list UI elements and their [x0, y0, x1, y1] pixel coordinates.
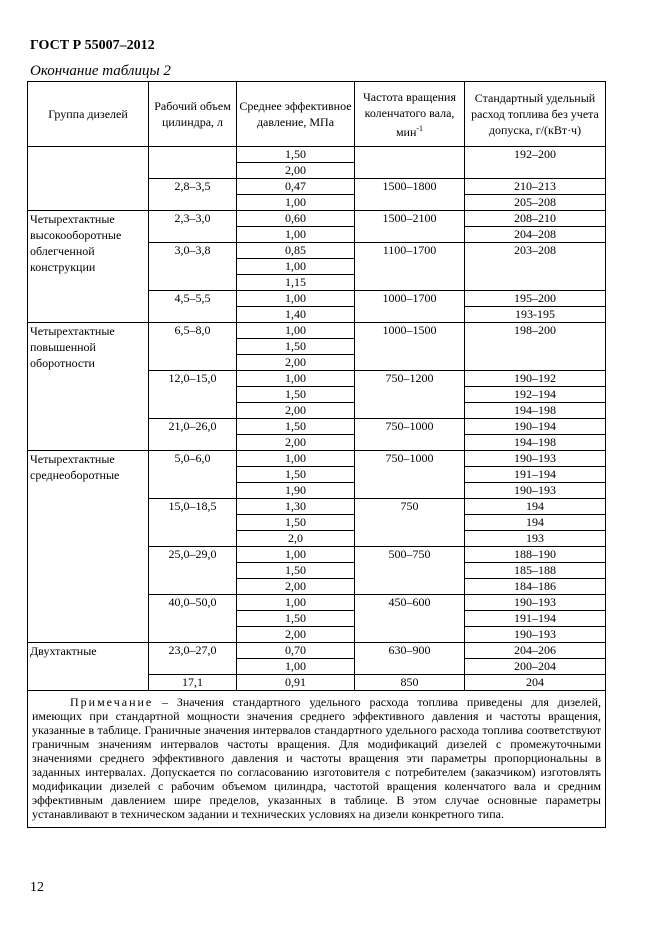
- table-row: [28, 323, 606, 339]
- frequency-cell: 450–600: [355, 595, 465, 643]
- frequency-cell: 1100–1700: [355, 243, 465, 291]
- pressure-cell: 2,00: [237, 435, 355, 451]
- pressure-cell: 1,15: [237, 275, 355, 291]
- consumption-cell: 194–198: [465, 435, 606, 451]
- pressure-cell: 2,00: [237, 579, 355, 595]
- consumption-cell: 194: [465, 499, 606, 515]
- pressure-cell: 1,90: [237, 483, 355, 499]
- consumption-cell: 190–193: [465, 627, 606, 643]
- fuel-consumption-table: [27, 81, 606, 828]
- note-label: Примечание: [70, 695, 154, 709]
- pressure-cell: 1,50: [237, 147, 355, 163]
- frequency-cell: 750–1000: [355, 451, 465, 499]
- consumption-cell: 194–198: [465, 403, 606, 419]
- consumption-cell: 190–194: [465, 419, 606, 435]
- consumption-cell: 205–208: [465, 195, 606, 211]
- group-cell: Двухтактные: [28, 643, 149, 691]
- frequency-cell: 1500–1800: [355, 179, 465, 211]
- consumption-cell: 184–186: [465, 579, 606, 595]
- pressure-cell: 1,40: [237, 307, 355, 323]
- volume-cell: 5,0–6,0: [149, 451, 237, 499]
- volume-cell: 25,0–29,0: [149, 547, 237, 595]
- frequency-cell: 500–750: [355, 547, 465, 595]
- pressure-cell: 2,00: [237, 355, 355, 371]
- pressure-cell: 2,0: [237, 531, 355, 547]
- pressure-cell: 0,60: [237, 211, 355, 227]
- document-header: ГОСТ Р 55007–2012: [30, 38, 155, 53]
- table-row: [28, 451, 606, 467]
- pressure-cell: 1,50: [237, 339, 355, 355]
- pressure-cell: 1,00: [237, 227, 355, 243]
- pressure-cell: 1,50: [237, 515, 355, 531]
- consumption-cell: 204–206: [465, 643, 606, 659]
- consumption-cell: 192–200: [465, 147, 606, 179]
- consumption-cell: 198–200: [465, 323, 606, 371]
- frequency-cell: 630–900: [355, 643, 465, 675]
- group-cell: Четырехтактные среднеоборотные: [28, 451, 149, 643]
- volume-cell: 2,3–3,0: [149, 211, 237, 243]
- note-text: – Значения стандартного удельного расхода топлива приведены для дизелей, имеющих при стандартной мощности значения среднего эффективного давления и частоты вращения, указанные в таблице. Граничные значения интервалов стандартного удельного расхода топлива соответствуют граничным значениям интервалов частоты вращения. Для модификаций дизелей с промежуточными значениями среднего эффективного давления и частоты вращения эти параметры пропорциональны в заданных интервалах. Допускается по согласованию изготовителя с потребителем (заказчиком) изготовлять модификации дизелей с рабочим объемом цилиндра, частотой вращения коленчатого вала и средним эффективным давлением шире пределов, указанных в таблице. В этом случае основные параметры устанавливают в техническом задании и технических условиях на дизели конкретного типа.: [32, 695, 601, 821]
- pressure-cell: 1,50: [237, 387, 355, 403]
- pressure-cell: 1,00: [237, 595, 355, 611]
- consumption-cell: 203–208: [465, 243, 606, 291]
- header-pressure: Среднее эффективное давление, МПа: [237, 82, 355, 147]
- consumption-cell: 210–213: [465, 179, 606, 195]
- consumption-cell: 185–188: [465, 563, 606, 579]
- pressure-cell: 0,85: [237, 243, 355, 259]
- frequency-cell: 750: [355, 499, 465, 547]
- pressure-cell: 2,00: [237, 163, 355, 179]
- consumption-cell: 191–194: [465, 611, 606, 627]
- volume-cell: 17,1: [149, 675, 237, 691]
- group-cell: Четырехтактные повышенной оборотности: [28, 323, 149, 451]
- frequency-cell: 850: [355, 675, 465, 691]
- table-row: [28, 211, 606, 227]
- consumption-cell: 190–192: [465, 371, 606, 387]
- pressure-cell: 1,00: [237, 323, 355, 339]
- table-header-row: [28, 82, 606, 147]
- pressure-cell: 1,00: [237, 451, 355, 467]
- pressure-cell: 2,00: [237, 403, 355, 419]
- group-cell-continued: [28, 147, 149, 211]
- pressure-cell: 1,00: [237, 659, 355, 675]
- table-row: [28, 643, 606, 659]
- frequency-cell: [355, 147, 465, 179]
- pressure-cell: 0,47: [237, 179, 355, 195]
- volume-cell: 23,0–27,0: [149, 643, 237, 675]
- consumption-cell: 195–200: [465, 291, 606, 307]
- pressure-cell: 0,91: [237, 675, 355, 691]
- frequency-cell: 750–1200: [355, 371, 465, 419]
- pressure-cell: 1,50: [237, 563, 355, 579]
- volume-cell: 15,0–18,5: [149, 499, 237, 547]
- volume-cell: 4,5–5,5: [149, 291, 237, 323]
- volume-cell: [149, 147, 237, 179]
- header-consumption: Стандартный удельный расход топлива без учета допуска, г/(кВт·ч): [465, 82, 606, 147]
- pressure-cell: 1,00: [237, 195, 355, 211]
- consumption-cell: 188–190: [465, 547, 606, 563]
- pressure-cell: 1,30: [237, 499, 355, 515]
- pressure-cell: 1,50: [237, 467, 355, 483]
- consumption-cell: 204: [465, 675, 606, 691]
- page-number: 12: [30, 880, 44, 895]
- header-group: Группа дизелей: [28, 82, 149, 147]
- pressure-cell: 1,00: [237, 291, 355, 307]
- volume-cell: 6,5–8,0: [149, 323, 237, 371]
- consumption-cell: 204–208: [465, 227, 606, 243]
- pressure-cell: 1,00: [237, 259, 355, 275]
- pressure-cell: 2,00: [237, 627, 355, 643]
- volume-cell: 21,0–26,0: [149, 419, 237, 451]
- pressure-cell: 1,00: [237, 371, 355, 387]
- consumption-cell: 193: [465, 531, 606, 547]
- volume-cell: 12,0–15,0: [149, 371, 237, 419]
- consumption-cell: 193-195: [465, 307, 606, 323]
- consumption-cell: 208–210: [465, 211, 606, 227]
- table-note-row: [28, 691, 606, 828]
- consumption-cell: 192–194: [465, 387, 606, 403]
- header-frequency-exponent: -1: [416, 123, 424, 133]
- frequency-cell: 1000–1700: [355, 291, 465, 323]
- header-frequency: [355, 82, 465, 147]
- pressure-cell: 0,70: [237, 643, 355, 659]
- table-note: [28, 691, 606, 828]
- consumption-cell: 190–193: [465, 483, 606, 499]
- volume-cell: 3,0–3,8: [149, 243, 237, 291]
- volume-cell: 40,0–50,0: [149, 595, 237, 643]
- consumption-cell: 190–193: [465, 451, 606, 467]
- frequency-cell: 750–1000: [355, 419, 465, 451]
- volume-cell: 2,8–3,5: [149, 179, 237, 211]
- pressure-cell: 1,50: [237, 611, 355, 627]
- consumption-cell: 200–204: [465, 659, 606, 675]
- pressure-cell: 1,50: [237, 419, 355, 435]
- frequency-cell: 1500–2100: [355, 211, 465, 243]
- consumption-cell: 194: [465, 515, 606, 531]
- consumption-cell: 190–193: [465, 595, 606, 611]
- frequency-cell: 1000–1500: [355, 323, 465, 371]
- header-volume: Рабочий объем цилиндра, л: [149, 82, 237, 147]
- group-cell: Четырехтактные высокооборотные облегченной конструкции: [28, 211, 149, 323]
- table-caption: Окончание таблицы 2: [30, 63, 171, 79]
- header-frequency-text: Частота вращения коленчатого вала, мин: [362, 89, 457, 139]
- pressure-cell: 1,00: [237, 547, 355, 563]
- consumption-cell: 191–194: [465, 467, 606, 483]
- table-row: [28, 147, 606, 163]
